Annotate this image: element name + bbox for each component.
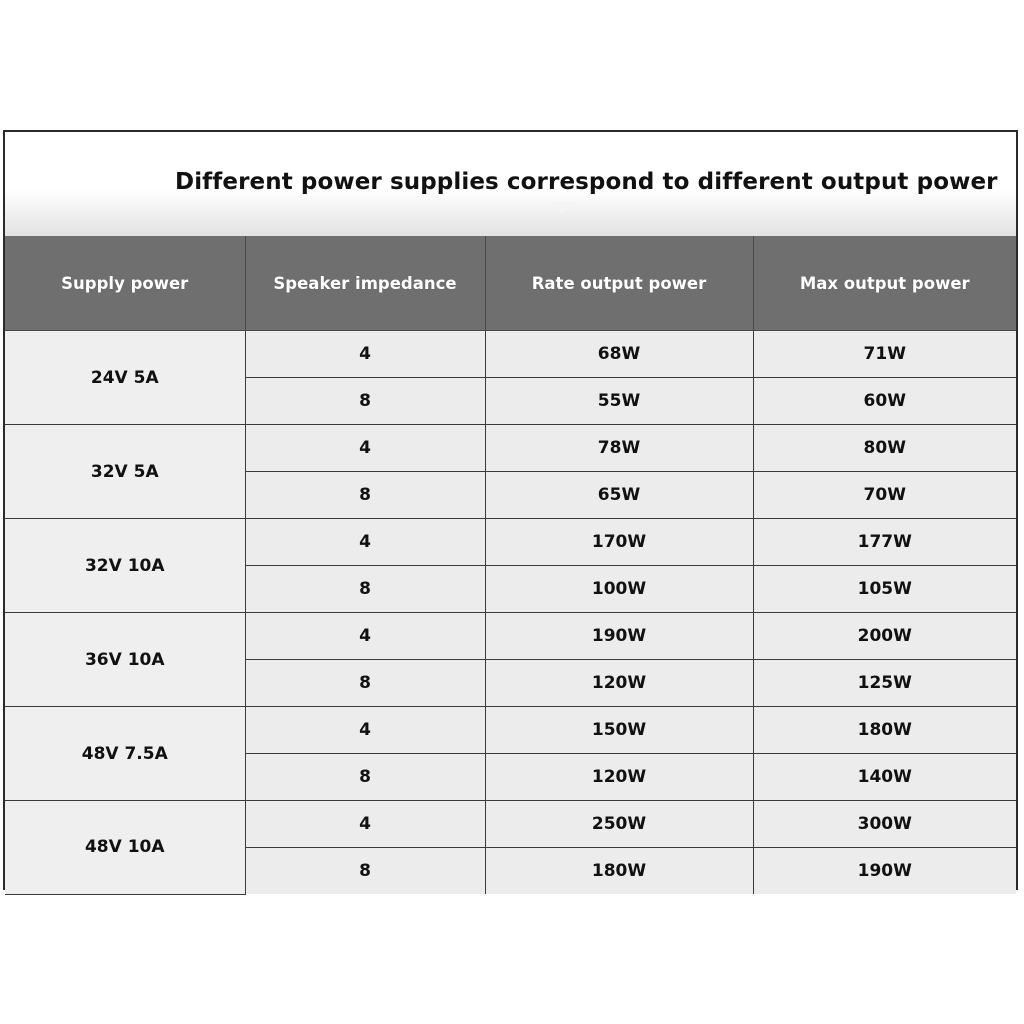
impedance-cell: 4	[245, 425, 485, 472]
rate-cell: 150W	[485, 707, 753, 754]
max-cell: 71W	[753, 331, 1016, 378]
header-max-output-power: Max output power	[753, 236, 1016, 331]
header-rate-output-power: Rate output power	[485, 236, 753, 331]
supply-cell: 32V 10A	[5, 519, 245, 613]
supply-cell: 48V 10A	[5, 801, 245, 895]
supply-cell: 48V 7.5A	[5, 707, 245, 801]
impedance-cell: 8	[245, 378, 485, 425]
table-row	[5, 331, 1016, 378]
rate-cell: 250W	[485, 801, 753, 848]
power-table	[5, 236, 1016, 895]
rate-cell: 180W	[485, 848, 753, 895]
table-header-row	[5, 236, 1016, 331]
max-cell: 190W	[753, 848, 1016, 895]
supply-cell: 32V 5A	[5, 425, 245, 519]
max-cell: 70W	[753, 472, 1016, 519]
spec-card	[3, 130, 1018, 890]
supply-cell: 36V 10A	[5, 613, 245, 707]
table-row	[5, 801, 1016, 848]
max-cell: 177W	[753, 519, 1016, 566]
max-cell: 125W	[753, 660, 1016, 707]
max-cell: 300W	[753, 801, 1016, 848]
title-banner	[5, 132, 1016, 236]
table-row	[5, 519, 1016, 566]
impedance-cell: 4	[245, 519, 485, 566]
table-row	[5, 425, 1016, 472]
max-cell: 80W	[753, 425, 1016, 472]
header-supply-power: Supply power	[5, 236, 245, 331]
impedance-cell: 8	[245, 754, 485, 801]
max-cell: 180W	[753, 707, 1016, 754]
impedance-cell: 8	[245, 566, 485, 613]
supply-cell: 24V 5A	[5, 331, 245, 425]
rate-cell: 170W	[485, 519, 753, 566]
impedance-cell: 8	[245, 472, 485, 519]
max-cell: 60W	[753, 378, 1016, 425]
impedance-cell: 8	[245, 848, 485, 895]
rate-cell: 100W	[485, 566, 753, 613]
rate-cell: 78W	[485, 425, 753, 472]
impedance-cell: 4	[245, 801, 485, 848]
impedance-cell: 4	[245, 707, 485, 754]
header-speaker-impedance: Speaker impedance	[245, 236, 485, 331]
impedance-cell: 4	[245, 331, 485, 378]
impedance-cell: 4	[245, 613, 485, 660]
rate-cell: 190W	[485, 613, 753, 660]
table-row	[5, 613, 1016, 660]
rate-cell: 65W	[485, 472, 753, 519]
rate-cell: 120W	[485, 754, 753, 801]
rate-cell: 68W	[485, 331, 753, 378]
max-cell: 105W	[753, 566, 1016, 613]
impedance-cell: 8	[245, 660, 485, 707]
rate-cell: 120W	[485, 660, 753, 707]
table-row	[5, 707, 1016, 754]
page-title: Different power supplies correspond to different output power	[175, 169, 998, 195]
max-cell: 200W	[753, 613, 1016, 660]
rate-cell: 55W	[485, 378, 753, 425]
max-cell: 140W	[753, 754, 1016, 801]
